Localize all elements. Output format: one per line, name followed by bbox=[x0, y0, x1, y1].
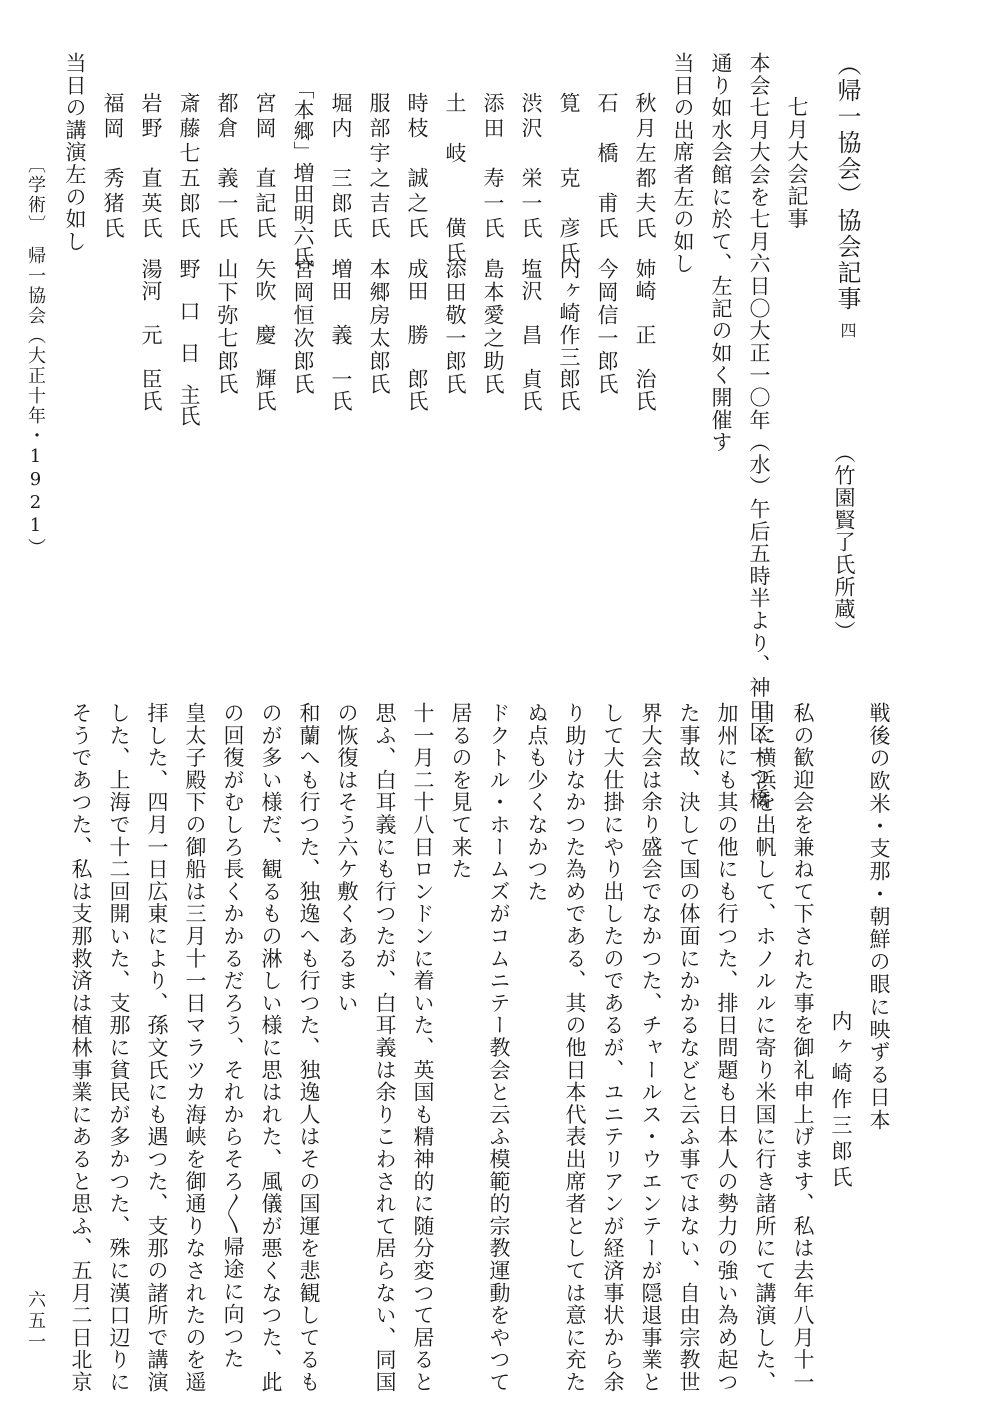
attendee-name: 筧 克 彦氏 bbox=[557, 92, 581, 267]
running-head: 〔学術〕 帰一協会（大正十年・1921） bbox=[25, 155, 46, 558]
attendee-name: 湯河 元 臣氏 bbox=[139, 258, 163, 412]
body-line: そうであつた、私は支那救済は植林事業にあると思ふ、五月二日北京 bbox=[69, 702, 93, 1394]
attendee-name: 斎藤七五郎氏 bbox=[177, 92, 201, 242]
attendee-name: 本郷房太郎氏 bbox=[367, 258, 391, 396]
body-line: 私の歓迎会を兼ねて下された事を御礼申上げます、私は去年八月十一 bbox=[791, 702, 815, 1394]
attendee-name: 添田 寿一氏 bbox=[481, 92, 505, 242]
report-subtitle: 七月大会記事 bbox=[785, 96, 809, 230]
body-line: の回復がむしろ長くかかるだろう、それからそろ〳〵帰途に向つた bbox=[221, 702, 245, 1370]
attendee-name: 山下弥七郎氏 bbox=[215, 258, 239, 396]
attendee-name: 福岡 秀猪氏 bbox=[101, 92, 125, 242]
attendee-name: 塩沢 昌 貞氏 bbox=[519, 258, 543, 412]
attendee-name: 都倉 義一氏 bbox=[215, 92, 239, 242]
body-line: 皇太子殿下の御船は三月十一日マラツカ海峡を御通りなされたのを遥 bbox=[183, 702, 207, 1394]
intro-line: 通り如水会館に於て、左記の如く開催す bbox=[709, 52, 733, 454]
body-line: の恢復はそう六ケ敷くあるまい bbox=[335, 702, 359, 1015]
closing-line: 当日の講演左の如し bbox=[63, 52, 87, 253]
body-line: り助けなかつた為めである、其の他日本代表出席者としては意に充た bbox=[563, 702, 587, 1394]
page-number: 六五一 bbox=[25, 1290, 46, 1353]
attendee-name: 渋沢 栄一氏 bbox=[519, 92, 543, 242]
attendee-name: 堀内 三郎氏 bbox=[329, 92, 353, 242]
attendee-name: 島本愛之助氏 bbox=[481, 258, 505, 396]
body-line: 和蘭へも行つた、独逸へも行つた、独逸人はその国運を悲観してるも bbox=[297, 702, 321, 1394]
attendee-name: 宮岡 直記氏 bbox=[253, 92, 277, 242]
body-line: のが多い様だ、観るもの淋しい様に思はれた、風儀が悪くなつた、此 bbox=[259, 702, 283, 1394]
body-line: 十一月二十八日ロンドンに着いた、英国も精神的に随分変つて居ると bbox=[411, 702, 435, 1394]
attendee-name: 野 口 日 主氏 bbox=[177, 258, 201, 426]
attendee-name: 岩野 直英氏 bbox=[139, 92, 163, 242]
body-line: 思ふ、白耳義にも行つたが、白耳義は余りこわされて居らない、同国 bbox=[373, 702, 397, 1394]
attendee-name: 添田敬一郎氏 bbox=[443, 258, 467, 396]
article-title: 戦後の欧米・支那・朝鮮の眼に映ずる日本 bbox=[867, 702, 891, 1132]
attendee-name: 姉崎 正 治氏 bbox=[633, 258, 657, 412]
body-line: して大仕掛にやり出したのであるが、ユニテリアンが経済事状から余 bbox=[601, 702, 625, 1394]
body-line: た事故、決して国の体面にかかるなどと云ふ事ではない、自由宗教世 bbox=[677, 702, 701, 1394]
section-title bbox=[835, 52, 859, 340]
intro-line: 本会七月大会を七月六日〇大正一〇年（水）午后五時半より、神田区一つ橋 bbox=[747, 52, 771, 811]
intro-line: 当日の出席者左の如し bbox=[671, 52, 695, 275]
body-line: した、上海で十二回開いた、支那に貧民が多かつた、殊に漢口辺りに bbox=[107, 702, 131, 1394]
attendee-name: 服部宇之吉氏 bbox=[367, 92, 391, 242]
attendee-name: 秋月左都夫氏 bbox=[633, 92, 657, 242]
attendee-name: 「本郷」増田明六氏 bbox=[291, 78, 315, 267]
attendee-name: 土 岐 僙氏 bbox=[443, 92, 467, 267]
attendee-name: 内ヶ崎作三郎氏 bbox=[557, 258, 581, 412]
body-line: 加州にも其の他にも行つた、排日問題も日本人の勢力の強い為め起つ bbox=[715, 702, 739, 1394]
attendee-name: 増田 義 一氏 bbox=[329, 258, 353, 412]
attendee-name: 矢吹 慶 輝氏 bbox=[253, 258, 277, 412]
provenance-note: （竹園賢了氏所蔵） bbox=[832, 442, 856, 643]
attendee-name: 宮岡恒次郎氏 bbox=[291, 258, 315, 396]
attendee-name: 成田 勝 郎氏 bbox=[405, 258, 429, 412]
attendee-name: 時枝 誠之氏 bbox=[405, 92, 429, 242]
attendee-name: 石 橋 甫氏 bbox=[595, 92, 619, 242]
section-title-text: （帰一協会）協会記事 bbox=[833, 52, 861, 312]
body-line: 居るのを見て来た bbox=[449, 702, 473, 881]
section-number: 四 bbox=[838, 322, 857, 340]
attendee-name: 今岡信一郎氏 bbox=[595, 258, 619, 396]
article-author: 内ヶ崎作三郎氏 bbox=[829, 1010, 853, 1192]
body-line: 日に横浜を出帆して、ホノルルに寄り米国に行き諸所にて講演した、 bbox=[753, 702, 777, 1394]
body-line: 界大会は余り盛会でなかつた、チャールス・ウエンテーが隠退事業と bbox=[639, 702, 663, 1394]
body-line: ドクトル・ホームズがコムニテー教会と云ふ模範的宗教運動をやつて bbox=[487, 702, 511, 1394]
body-line: 拝した、四月一日広東により、孫文氏にも遇つた、支那の諸所で講演 bbox=[145, 702, 169, 1394]
body-line: ぬ点も少くなかつた bbox=[525, 702, 549, 903]
